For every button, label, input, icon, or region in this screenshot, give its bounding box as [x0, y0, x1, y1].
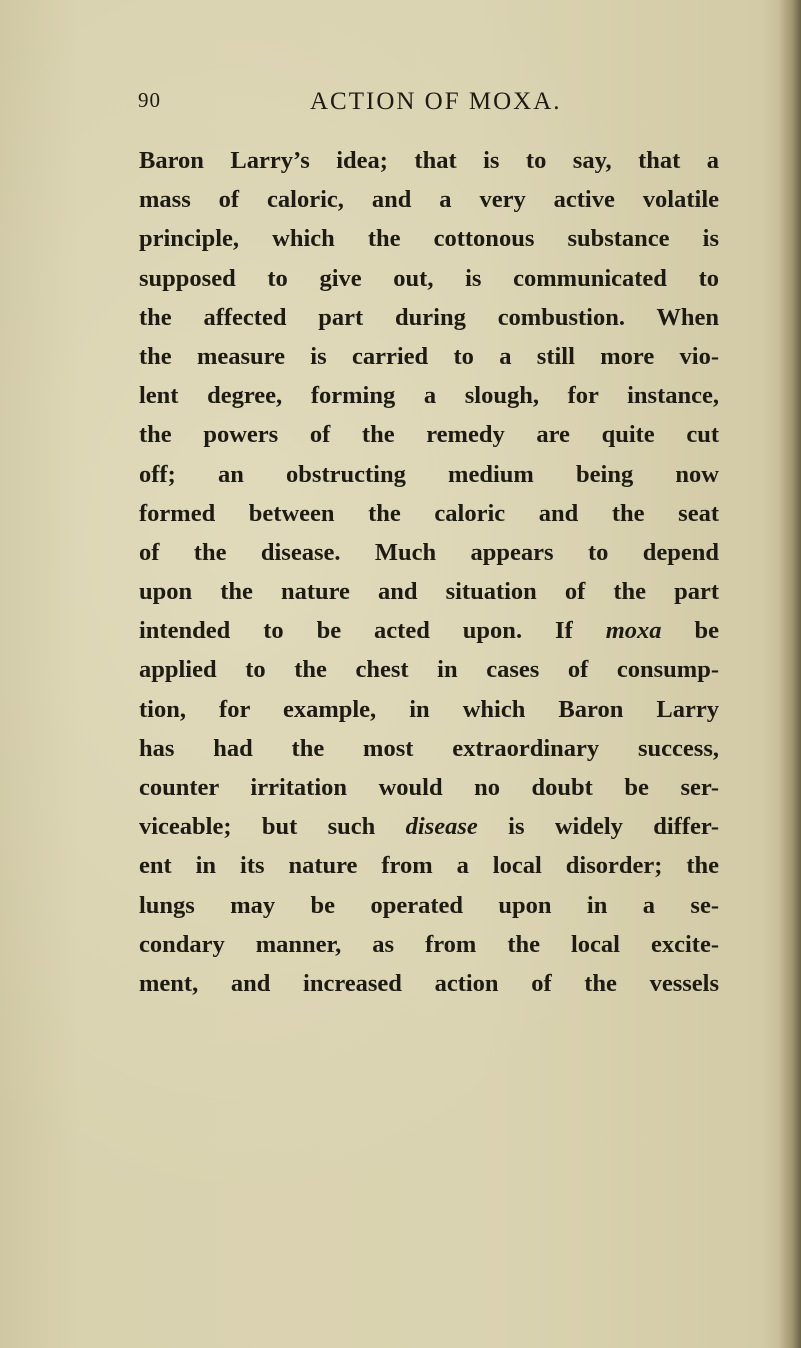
page-binding-edge [779, 0, 801, 1348]
text-line [139, 650, 719, 689]
text-segment: the affected part during combustion. When [139, 303, 719, 331]
text-segment: applied to the chest in cases of consump- [139, 656, 719, 684]
italic-text: disease [405, 813, 478, 841]
text-segment: lent degree, forming a slough, for instance, [139, 382, 719, 410]
text-line [139, 925, 719, 964]
text-segment: mass of caloric, and a very active volatile [139, 186, 719, 214]
text-segment: intended to be acted upon. If [139, 617, 606, 645]
page-number: 90 [138, 88, 161, 112]
text-segment: the measure is carried to a still more vio- [139, 342, 719, 370]
text-line [139, 690, 719, 729]
italic-text: moxa [605, 617, 662, 645]
text-line [139, 259, 719, 298]
text-line [139, 141, 719, 180]
text-segment: tion, for example, in which Baron Larry [139, 695, 719, 723]
text-line [139, 219, 719, 258]
text-line [139, 729, 719, 768]
text-segment: of the disease. Much appears to depend [139, 538, 719, 566]
text-segment: upon the nature and situation of the part [139, 578, 719, 606]
text-segment: Baron Larry’s idea; that is to say, that a [139, 147, 719, 174]
text-line [139, 337, 719, 376]
text-line [139, 886, 719, 925]
text-segment: is widely differ- [477, 813, 719, 841]
text-segment: the powers of the remedy are quite cut [139, 421, 719, 449]
text-line [139, 611, 719, 650]
text-line [139, 572, 719, 611]
text-segment: principle, which the cottonous substance is [139, 225, 719, 253]
text-segment: viceable; but such [139, 813, 406, 841]
text-line [139, 455, 719, 494]
running-head: ACTION OF MOXA. [310, 88, 562, 115]
text-segment: off; an obstructing medium being now [139, 460, 719, 488]
text-line [139, 807, 719, 846]
text-segment: be [661, 617, 720, 645]
text-segment: formed between the caloric and the seat [139, 499, 719, 527]
text-line [139, 376, 719, 415]
text-line [139, 846, 719, 885]
body-text [139, 141, 719, 1003]
text-segment: condary manner, as from the local excite- [139, 930, 719, 958]
text-line [139, 768, 719, 807]
text-segment: ment, and increased action of the vessels [139, 969, 719, 997]
text-line [139, 298, 719, 337]
text-segment: has had the most extraordinary success, [139, 734, 719, 762]
text-line [139, 964, 719, 1003]
text-segment: supposed to give out, is communicated to [139, 264, 719, 292]
text-segment: ent in its nature from a local disorder; the [139, 852, 719, 880]
page-header [138, 88, 678, 124]
text-line [139, 494, 719, 533]
text-line [139, 533, 719, 572]
text-line [139, 415, 719, 454]
text-segment: lungs may be operated upon in a se- [139, 891, 719, 919]
text-line [139, 180, 719, 219]
text-segment: counter irritation would no doubt be ser- [139, 774, 719, 801]
